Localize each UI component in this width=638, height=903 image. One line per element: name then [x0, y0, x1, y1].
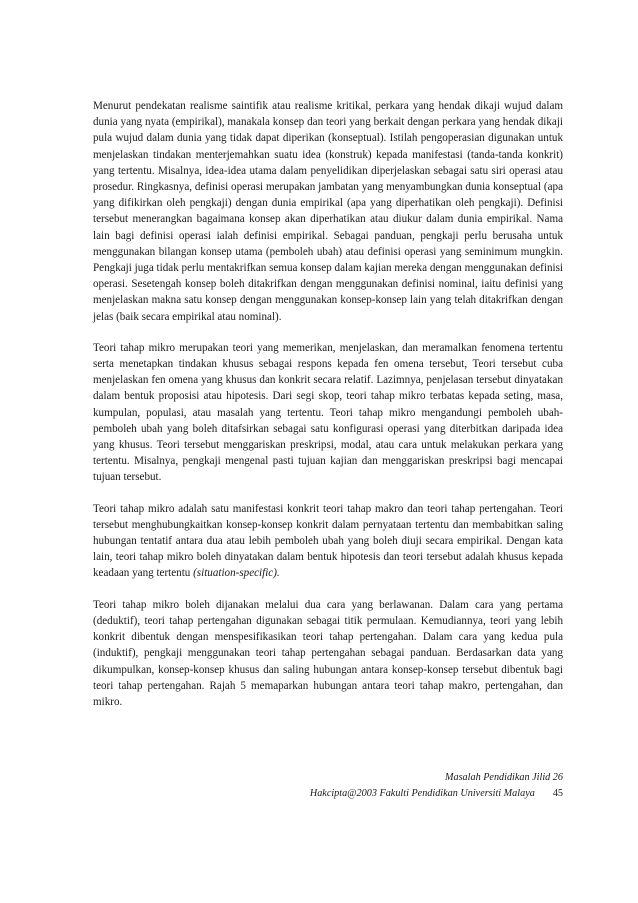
footer-journal: Masalah Pendidikan Jilid 26	[445, 772, 563, 783]
paragraph-2: Teori tahap mikro merupakan teori yang memerikan, menjelaskan, dan meramalkan fenomena tertentu serta menetapkan tindakan khusus sebagai respons kepada fen omena tersebut, Teori tersebut cuba menjelaskan fen omena yang khusus dan konkrit secara relatif. Lazimnya, penjelasan tersebut dinyatakan dalam bentuk proposisi atau hipotesis. Dari segi skop, teori tahap mikro terbatas kepada seting, masa, kumpulan, populasi, atau masalah yang tertentu. Teori tahap mikro mengandungi pemboleh ubah-pemboleh ubah yang boleh ditafsirkan sebagai satu konfigurasi operasi yang diterbitkan daripada idea yang khusus. Teori tersebut menggariskan preskripsi, modal, atau cara untuk melakukan perkara yang tertentu. Misalnya, pengkaji mengenal pasti tujuan kajian dan menggariskan preskripsi bagi mencapai tujuan tersebut.	[93, 341, 563, 484]
paragraph-1: Menurut pendekatan realisme saintifik atau realisme kritikal, perkara yang hendak dikaji wujud dalam dunia yang nyata (empirikal), manakala konsep dan teori yang berkait dengan perkara yang hendak dikaji pula wujud dalam dunia yang tidak dapat diperikan (konseptual). Istilah pengoperasian digunakan untuk menjelaskan tindakan menterjemahkan suatu idea (konstruk) kepada manifestasi (tanda-tanda konkrit) yang tertentu. Misalnya, idea-idea utama dalam penyelidikan diperjelaskan sebagai satu siri operasi atau prosedur. Ringkasnya, definisi operasi merupakan jambatan yang menyambungkan dunia konseptual (apa yang difikirkan oleh pengkaji) dengan dunia empirikal (apa yang diperhatikan oleh pengkaji). Definisi tersebut menerangkan bagaimana konsep akan diperhatikan atau diukur dalam dunia empirikal. Nama lain bagi definisi operasi ialah definisi empirikal. Sebagai panduan, pengkaji perlu berusaha untuk menggunakan bilangan konsep utama (pemboleh ubah) atau definisi operasi yang seminimum mungkin. Pengkaji juga tidak perlu mentakrifkan semua konsep dalam kajian mereka dengan menggunakan definisi operasi. Sesetengah konsep boleh ditakrifkan dengan menggunakan definisi nominal, iaitu definisi yang menjelaskan makna satu konsep dengan menggunakan konsep-konsep lain yang telah ditakrifkan dengan jelas (baik secara empirikal atau nominal).	[93, 100, 563, 323]
body-text	[93, 98, 563, 725]
page-number: 45	[552, 788, 563, 799]
paragraph-3-italic: (situation-specific).	[193, 567, 280, 580]
paragraph-3-text: Teori tahap mikro adalah satu manifestasi konkrit teori tahap makro dan teori tahap pertengahan. Teori tersebut menghubungkaitkan konsep-konsep konkrit dalam pernyataan tertentu dan membabitkan saling hubungan tentatif antara dua atau lebih pemboleh ubah yang boleh diuji secara empirikal. Dengan kata lain, teori tahap mikro boleh dinyatakan dalam bentuk hipotesis dan teori tersebut adalah khusus kepada keadaan yang tertentu	[93, 502, 563, 580]
footer-copyright: Hakcipta@2003 Fakulti Pendidikan Universiti Malaya	[309, 788, 535, 799]
footer-copyright-line	[300, 786, 563, 802]
page-footer	[300, 770, 563, 802]
paragraph-4: Teori tahap mikro boleh dijanakan melalui dua cara yang berlawanan. Dalam cara yang pertama (deduktif), teori tahap pertengahan digunakan sebagai titik permulaan. Kemudiannya, teori yang lebih konkrit dibentuk dengan menspesifikasikan teori tahap pertengahan. Dalam cara yang kedua pula (induktif), pengkaji menggunakan teori tahap pertengahan sebagai panduan. Berdasarkan data yang dikumpulkan, konsep-konsep khusus dan saling hubungan antara konsep-konsep tersebut dibentuk bagi teori tahap pertengahan. Rajah 5 memaparkan hubungan antara teori tahap makro, pertengahan, dan mikro.	[93, 598, 563, 708]
paragraph-3	[93, 501, 563, 582]
